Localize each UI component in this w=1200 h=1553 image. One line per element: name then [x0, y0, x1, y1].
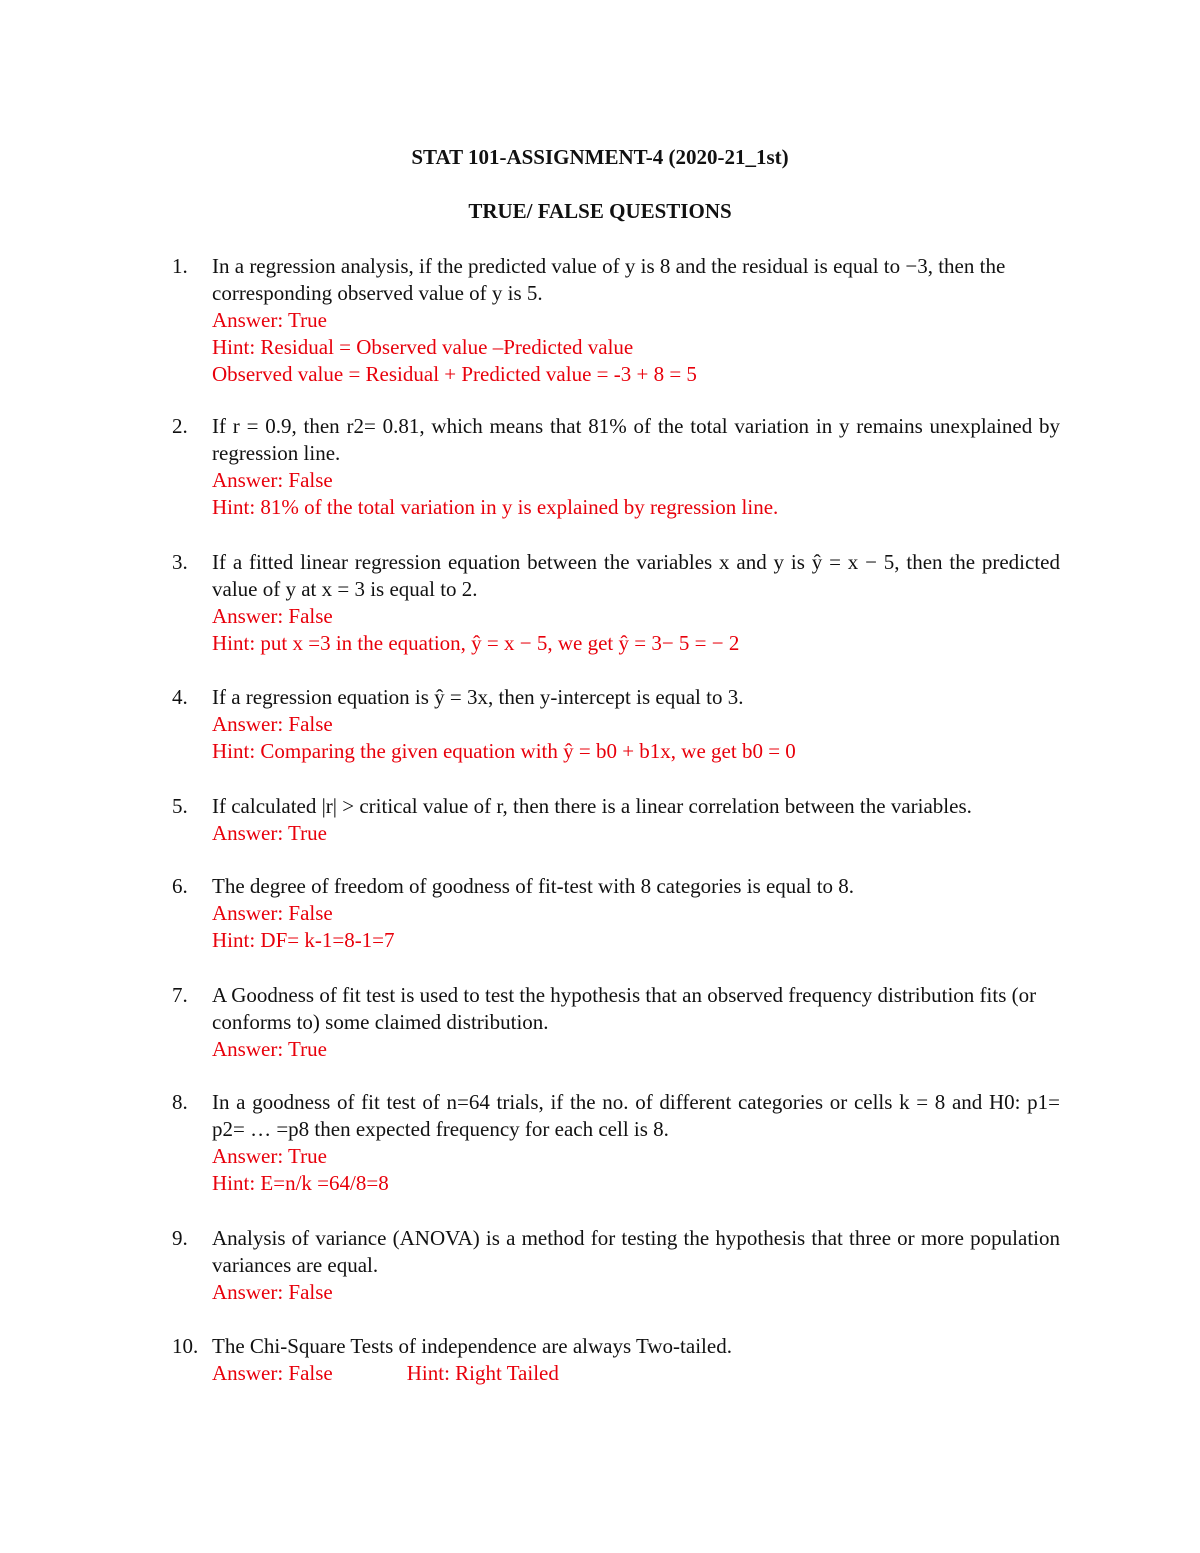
- question-number: 7.: [172, 983, 188, 1007]
- answer: Answer: False: [212, 468, 333, 492]
- question-text: A Goodness of fit test is used to test the hypothesis that an observed frequency distribution fits (or conforms to) some claimed distribution.: [212, 983, 1037, 1034]
- question-3: [172, 549, 1060, 657]
- document-title: STAT 101-ASSIGNMENT-4 (2020-21_1st): [411, 145, 789, 169]
- hint: Hint: E=n/k =64/8=8: [212, 1171, 389, 1195]
- question-text: If r = 0.9, then r2= 0.81, which means that 81% of the total variation in y remains unexplained by regression line.: [212, 414, 1060, 465]
- question-number: 4.: [172, 685, 188, 709]
- question-number: 2.: [172, 414, 188, 438]
- answer: Answer: False: [212, 1280, 333, 1304]
- section-heading: TRUE/ FALSE QUESTIONS: [468, 199, 732, 223]
- answer: Answer: True: [212, 1037, 327, 1061]
- question-text: The degree of freedom of goodness of fit-test with 8 categories is equal to 8.: [212, 874, 855, 898]
- answer: Answer: True: [212, 1144, 327, 1168]
- question-text: In a goodness of fit test of n=64 trials, if the no. of different categories or cells k = 8 and H0: p1= p2= … =p8 then expected frequency for each cell is 8.: [212, 1090, 1060, 1141]
- hint: Hint: Right Tailed: [406, 1361, 559, 1385]
- question-8: [172, 1089, 1060, 1197]
- question-2: [172, 413, 1060, 521]
- question-number: 5.: [172, 794, 188, 818]
- question-number: 9.: [172, 1226, 188, 1250]
- answer: Answer: False: [212, 1361, 333, 1385]
- question-5: [172, 793, 1060, 847]
- question-text: If calculated |r| > critical value of r, then there is a linear correlation between the variables.: [212, 794, 972, 818]
- answer: Answer: False: [212, 712, 333, 736]
- question-number: 6.: [172, 874, 188, 898]
- hint: Hint: DF= k-1=8-1=7: [212, 928, 395, 952]
- question-number: 8.: [172, 1090, 188, 1114]
- question-text: In a regression analysis, if the predicted value of y is 8 and the residual is equal to −3, then the corresponding observed value of y is 5.: [212, 254, 1006, 305]
- question-text: If a fitted linear regression equation between the variables x and y is ŷ = x − 5, then the predicted value of y at x = 3 is equal to 2.: [212, 550, 1060, 601]
- hint: Hint: Comparing the given equation with ŷ = b0 + b1x, we get b0 = 0: [212, 739, 796, 763]
- question-6: [172, 873, 1060, 954]
- question-number: 10.: [172, 1334, 199, 1358]
- question-number: 1.: [172, 254, 188, 278]
- hint: Observed value = Residual + Predicted value = -3 + 8 = 5: [212, 362, 697, 386]
- answer: Answer: True: [212, 821, 327, 845]
- question-9: [172, 1225, 1060, 1306]
- question-number: 3.: [172, 550, 188, 574]
- answer: Answer: True: [212, 308, 327, 332]
- answer: Answer: False: [212, 901, 333, 925]
- answer: Answer: False: [212, 604, 333, 628]
- question-7: [172, 982, 1060, 1063]
- question-text: Analysis of variance (ANOVA) is a method for testing the hypothesis that three or more population variances are equal.: [212, 1226, 1060, 1277]
- question-10: [172, 1333, 1060, 1387]
- question-text: The Chi-Square Tests of independence are always Two-tailed.: [212, 1334, 732, 1358]
- question-4: [172, 684, 1060, 765]
- question-1: [172, 253, 1060, 388]
- hint: Hint: 81% of the total variation in y is explained by regression line.: [212, 495, 779, 519]
- question-text: If a regression equation is ŷ = 3x, then y-intercept is equal to 3.: [212, 685, 744, 709]
- hint: Hint: put x =3 in the equation, ŷ = x − 5, we get ŷ = 3− 5 = − 2: [212, 631, 740, 655]
- hint: Hint: Residual = Observed value –Predicted value: [212, 335, 634, 359]
